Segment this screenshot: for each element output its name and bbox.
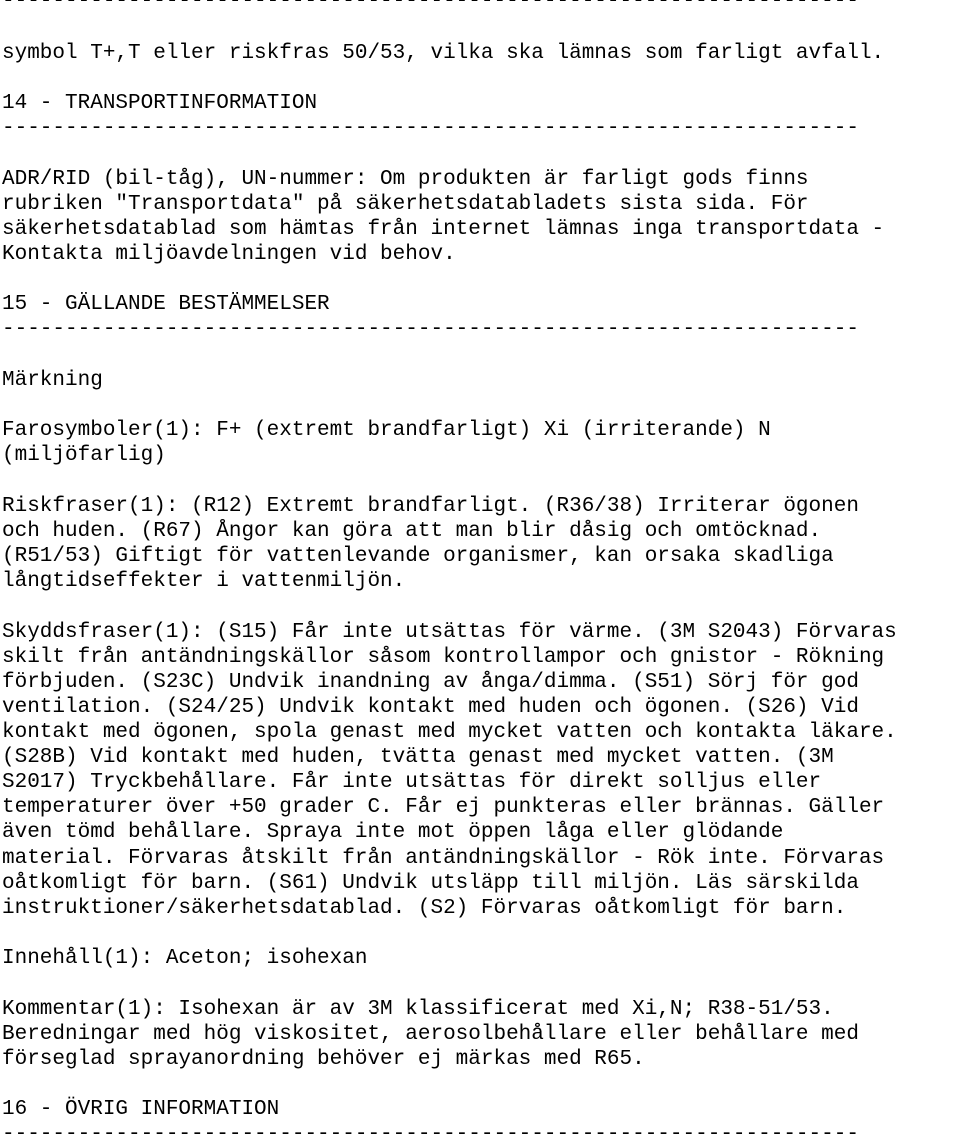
safety-phrases-line: ventilation. (S24/25) Undvik kontakt med huden och ögonen. (S26) Vid [2, 696, 859, 719]
section14-line: rubriken "Transportdata" på säkerhetsdatabladets sista sida. För [2, 193, 809, 216]
section16-heading: 16 - ÖVRIG INFORMATION [2, 1098, 280, 1121]
safety-phrases-line: temperaturer över +50 grader C. Får ej punkteras eller brännas. Gäller [2, 796, 885, 819]
safety-phrases-line: (S28B) Vid kontakt med huden, tvätta genast med mycket vatten. (3M [2, 746, 834, 769]
safety-phrases-line: material. Förvaras åtskilt från antändningskällor - Rök inte. Förvaras [2, 847, 885, 870]
safety-phrases-line: S2017) Tryckbehållare. Får inte utsättas för direkt solljus eller [2, 771, 822, 794]
safety-phrases-line: Skyddsfraser(1): (S15) Får inte utsättas för värme. (3M S2043) Förvaras [2, 621, 897, 644]
contents-line: Innehåll(1): Aceton; isohexan [2, 947, 368, 970]
section14-line: ADR/RID (bil-tåg), UN-nummer: Om produkten är farligt gods finns [2, 168, 809, 191]
marking-label: Märkning [2, 369, 103, 392]
separator-rule-top: -------------------------------------------------------------------- [2, 0, 859, 13]
risk-phrases-line: och huden. (R67) Ångor kan göra att man blir dåsig och omtöcknad. [2, 520, 822, 543]
section13-tail-text: symbol T+,T eller riskfras 50/53, vilka ska lämnas som farligt avfall. [2, 42, 885, 65]
comment-line: förseglad sprayanordning behöver ej märkas med R65. [2, 1048, 645, 1071]
section16-rule: -------------------------------------------------------------------- [2, 1123, 859, 1146]
hazard-symbols-line: (miljöfarlig) [2, 444, 166, 467]
section15-heading: 15 - GÄLLANDE BESTÄMMELSER [2, 293, 330, 316]
risk-phrases-line: (R51/53) Giftigt för vattenlevande organismer, kan orsaka skadliga [2, 545, 834, 568]
safety-phrases-line: även tömd behållare. Spraya inte mot öppen låga eller glödande [2, 821, 784, 844]
safety-phrases-line: förbjuden. (S23C) Undvik inandning av ånga/dimma. (S51) Sörj för god [2, 671, 859, 694]
comment-line: Kommentar(1): Isohexan är av 3M klassificerat med Xi,N; R38-51/53. [2, 998, 834, 1021]
section14-heading: 14 - TRANSPORTINFORMATION [2, 92, 318, 115]
safety-phrases-line: skilt från antändningskällor såsom kontrollampor och gnistor - Rökning [2, 646, 885, 669]
section14-line: Kontakta miljöavdelningen vid behov. [2, 243, 456, 266]
comment-line: Beredningar med hög viskositet, aerosolbehållare eller behållare med [2, 1023, 859, 1046]
safety-phrases-line: oåtkomligt för barn. (S61) Undvik utsläpp till miljön. Läs särskilda [2, 872, 859, 895]
risk-phrases-line: Riskfraser(1): (R12) Extremt brandfarligt. (R36/38) Irriterar ögonen [2, 495, 859, 518]
section15-rule: -------------------------------------------------------------------- [2, 318, 859, 341]
hazard-symbols-line: Farosymboler(1): F+ (extremt brandfarligt) Xi (irriterande) N [2, 419, 771, 442]
safety-phrases-line: instruktioner/säkerhetsdatablad. (S2) Förvaras oåtkomligt för barn. [2, 897, 847, 920]
section14-rule: -------------------------------------------------------------------- [2, 117, 859, 140]
risk-phrases-line: långtidseffekter i vattenmiljön. [2, 570, 406, 593]
safety-phrases-line: kontakt med ögonen, spola genast med mycket vatten och kontakta läkare. [2, 721, 897, 744]
section14-line: säkerhetsdatablad som hämtas från internet lämnas inga transportdata - [2, 218, 885, 241]
